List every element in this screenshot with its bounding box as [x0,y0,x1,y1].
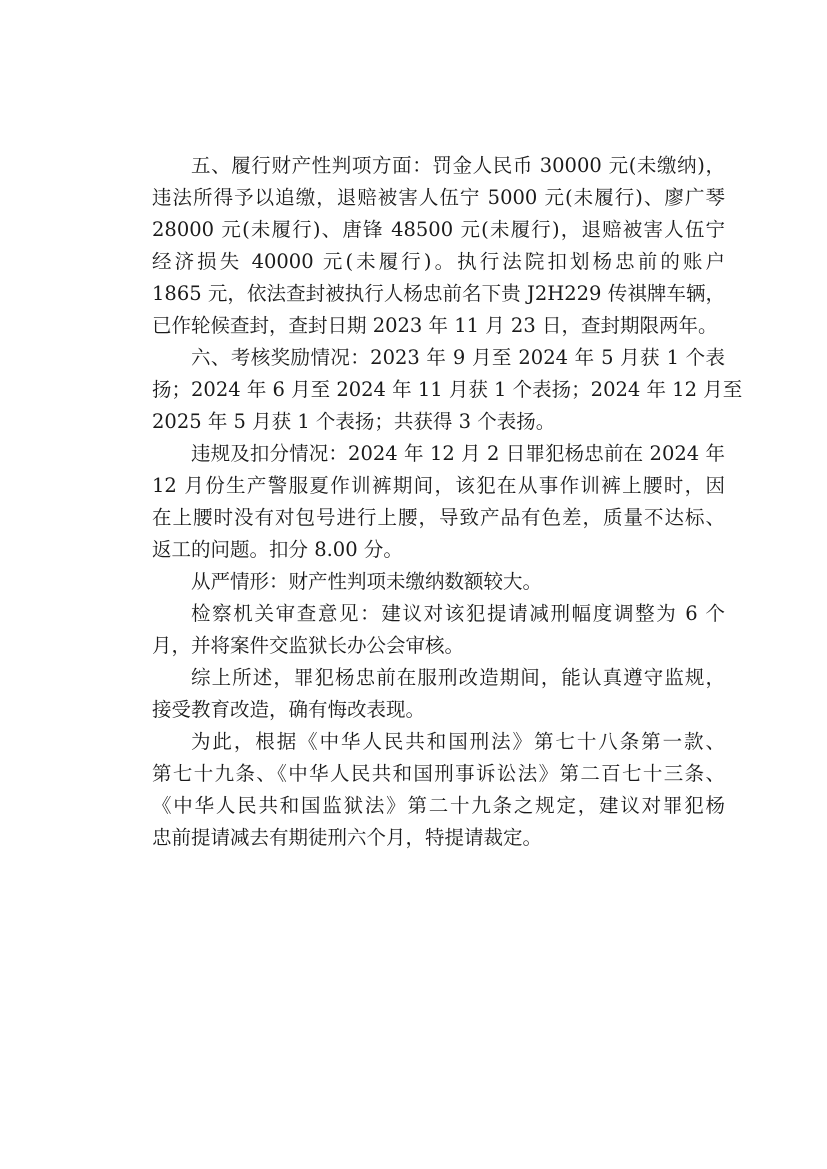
text-line: 返工的问题。扣分 8.00 分。 [152,538,403,561]
text-line: 月，并将案件交监狱长办公会审核。 [152,634,465,657]
paragraph-property-judgment [113,150,725,342]
text-line: 在上腰时没有对包号进行上腰，导致产品有色差，质量不达标、 [152,506,725,529]
text-line: 1865 元，依法查封被执行人杨忠前名下贵 J2H229 传祺牌车辆， [152,282,725,305]
paragraph-summary [113,662,725,726]
text-line: 从严情形：财产性判项未缴纳数额较大。 [191,570,543,593]
text-line: 12 月份生产警服夏作训裤期间，该犯在从事作训裤上腰时，因 [152,474,725,497]
text-line: 接受教育改造，确有悔改表现。 [152,698,426,721]
text-line: 违规及扣分情况：2024 年 12 月 2 日罪犯杨忠前在 2024 年 [191,442,725,465]
text-line: 第七十九条、《中华人民共和国刑事诉讼法》第二百七十三条、 [152,762,725,785]
text-line: 五、履行财产性判项方面：罚金人民币 30000 元(未缴纳)， [191,154,725,177]
text-line: 为此，根据《中华人民共和国刑法》第七十八条第一款、 [191,730,725,753]
text-line: 2025 年 5 月获 1 个表扬；共获得 3 个表扬。 [152,410,556,433]
paragraph-strict-circumstances [113,566,725,598]
text-line: 28000 元(未履行)、唐锋 48500 元(未履行)，退赔被害人伍宁 [152,218,725,241]
paragraph-procuratorate-opinion [113,598,725,662]
text-line: 违法所得予以追缴，退赔被害人伍宁 5000 元(未履行)、廖广琴 [152,186,725,209]
text-line: 《中华人民共和国监狱法》第二十九条之规定，建议对罪犯杨 [152,794,725,817]
text-line: 经济损失 40000 元(未履行)。执行法院扣划杨忠前的账户 [152,250,725,273]
paragraph-rewards [113,342,743,438]
paragraph-violations [113,438,725,566]
text-line: 综上所述，罪犯杨忠前在服刑改造期间，能认真遵守监规， [191,666,725,689]
document-body [113,150,743,854]
text-line: 扬；2024 年 6 月至 2024 年 11 月获 1 个表扬；2024 年 12 月至 [152,378,743,401]
text-line: 检察机关审查意见：建议对该犯提请减刑幅度调整为 6 个 [191,602,725,625]
text-line: 忠前提请减去有期徒刑六个月，特提请裁定。 [152,826,543,849]
text-line: 六、考核奖励情况：2023 年 9 月至 2024 年 5 月获 1 个表 [191,346,725,369]
paragraph-conclusion [113,726,725,854]
text-line: 已作轮候查封，查封日期 2023 年 11 月 23 日，查封期限两年。 [152,314,718,337]
